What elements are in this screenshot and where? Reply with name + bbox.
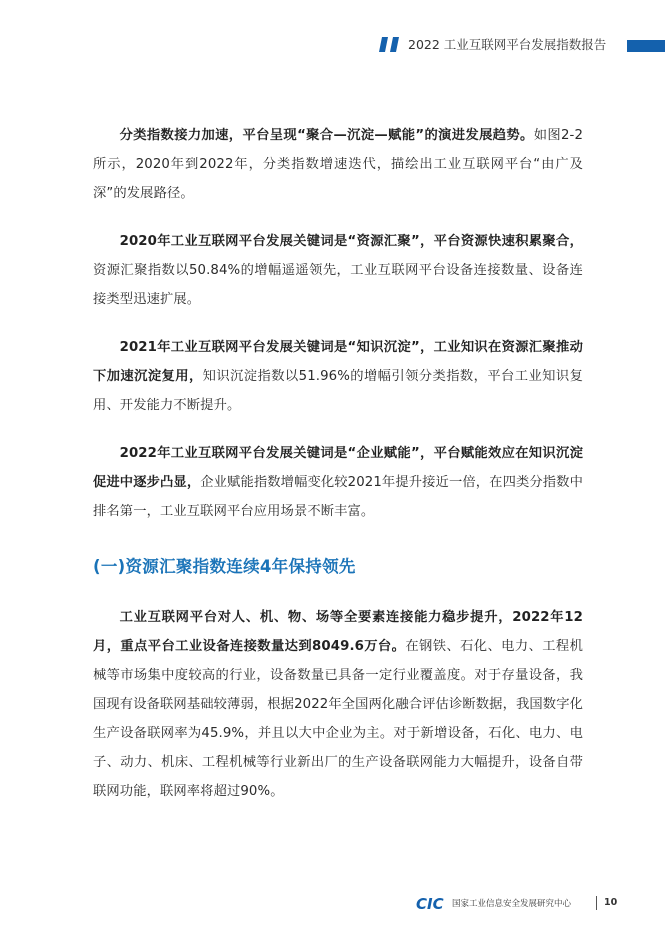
- paragraph-4-lead: 2022年工业互联网平台发展关键词是“企业赋能”，平台赋能效应在知识沉淀促进中逐步凸显，: [93, 446, 583, 490]
- paragraph-4-text: 企业赋能指数增幅变化较2021年提升接近一倍，在四类分指数中排名第一，工业互联网平台应用场景不断丰富。: [93, 475, 583, 519]
- section-paragraph-text: 在钢铁、石化、电力、工程机械等市场集中度较高的行业，设备数量已具备一定行业覆盖度。对于存量设备，我国现有设备联网基础较薄弱，根据2022年全国两化融合评估诊断数据，我国数字化生产设备联网率为45.9%，并且以大中企业为主。对于新增设备，石化、电力、电子、动力、机床、工程机械等行业新出厂的生产设备联网能力大幅提升，设备自带联网功能，联网率将超过90%。: [93, 639, 583, 799]
- paragraph-2-lead: 2020年工业互联网平台发展关键词是“资源汇聚”，平台资源快速积累聚合，: [119, 234, 583, 249]
- paragraph-1: [93, 121, 583, 208]
- paragraph-4: [93, 439, 583, 526]
- slash-decoration-icon: [379, 37, 401, 52]
- paragraph-1-text: 如图2-2所示，2020年到2022年，分类指数增速迭代，描绘出工业互联网平台“由广及深”的发展路径。: [93, 128, 584, 201]
- section-paragraph-lead: 工业互联网平台对人、机、物、场等全要素连接能力稳步提升，2022年12月，重点平台工业设备连接数量达到8049.6万台。: [93, 610, 583, 654]
- section-heading: (一)资源汇聚指数连续4年保持领先: [93, 557, 356, 576]
- page-number: 10: [604, 897, 618, 908]
- paragraph-3: [93, 333, 583, 420]
- organization-name: 国家工业信息安全发展研究中心: [452, 899, 572, 909]
- section-paragraph: [93, 603, 583, 806]
- cic-logo: CIC: [416, 895, 444, 913]
- paragraph-2: [93, 227, 583, 314]
- main-content: [93, 121, 583, 806]
- report-title: 2022 工业互联网平台发展指数报告: [408, 37, 607, 52]
- paragraph-3-lead: 2021年工业互联网平台发展关键词是“知识沉淀”，工业知识在资源汇聚推动下加速沉淀复用，: [93, 340, 583, 384]
- paragraph-3-text: 知识沉淀指数以51.96%的增幅引领分类指数，平台工业知识复用、开发能力不断提升。: [93, 369, 583, 413]
- page-header: [0, 34, 665, 58]
- paragraph-1-lead: 分类指数接力加速，平台呈现“聚合—沉淀—赋能”的演进发展趋势。: [119, 128, 534, 143]
- footer-divider: [596, 896, 597, 910]
- paragraph-2-text: 资源汇聚指数以50.84%的增幅遥遥领先，工业互联网平台设备连接数量、设备连接类型迅速扩展。: [93, 263, 583, 307]
- header-accent-bar: [627, 40, 665, 52]
- page-footer: [0, 893, 665, 917]
